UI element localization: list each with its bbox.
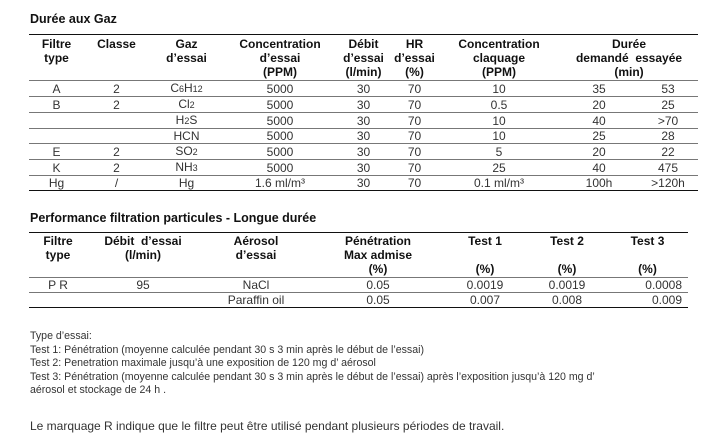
- cell-hr: 70: [391, 176, 438, 191]
- header-aerosol: Aérosol d’essai: [233, 234, 279, 262]
- cell-aerosol: NaCl: [199, 278, 313, 293]
- cell-hr: 70: [391, 97, 438, 113]
- cell-claq: 10: [438, 129, 560, 144]
- header-duree: Durée demandé essayée (min): [575, 37, 683, 79]
- header-penetration: Pénétration Max admise (%): [343, 234, 413, 276]
- cell-claq: 10: [438, 81, 560, 97]
- cell-classe: /: [84, 176, 149, 191]
- r-marking-note: Le marquage R indique que le filtre peut être utilisé pendant plusieurs périodes de travail.: [30, 419, 505, 433]
- header-test1: Test 1 (%): [468, 234, 502, 276]
- cell-gaz: HCN: [149, 129, 224, 144]
- cell-conc: 5000: [224, 160, 336, 176]
- particle-table-header: [29, 233, 688, 278]
- cell-filtre: Hg: [29, 176, 84, 191]
- cell-claq: 0.5: [438, 97, 560, 113]
- header-gaz: Gaz d’essai: [166, 37, 207, 65]
- gas-table-row: [29, 113, 698, 129]
- particle-table-row: [29, 293, 688, 308]
- cell-t2: 0.0019: [527, 278, 607, 293]
- cell-filtre: B: [29, 97, 84, 113]
- header-test3: Test 3 (%): [630, 234, 665, 276]
- cell-demande: 25: [560, 129, 638, 144]
- header-debit: Débit d’essai (l/min): [343, 37, 384, 79]
- header-concentration: Concentration d’essai (PPM): [239, 37, 321, 79]
- header-test2: Test 2 (%): [550, 234, 584, 276]
- particle-filtration-table: [29, 232, 688, 308]
- cell-essayee: >120h: [638, 176, 698, 191]
- header-filtre: Filtre type: [41, 37, 72, 65]
- cell-claq: 0.1 ml/m³: [438, 176, 560, 191]
- gas-table-row: [29, 97, 698, 113]
- cell-filtre: K: [29, 160, 84, 176]
- cell-filtre: [29, 129, 84, 144]
- cell-gaz: Hg: [149, 176, 224, 191]
- cell-essayee: >70: [638, 113, 698, 129]
- cell-essayee: 28: [638, 129, 698, 144]
- gas-table-header: [29, 35, 698, 81]
- particle-table-row: [29, 278, 688, 293]
- cell-t3: 0.009: [607, 293, 688, 308]
- cell-t1: 0.007: [443, 293, 527, 308]
- gas-duration-title: Durée aux Gaz: [30, 12, 117, 26]
- cell-conc: 5000: [224, 129, 336, 144]
- header-debit-2: Débit d’essai (l/min): [104, 234, 182, 262]
- cell-essayee: 53: [638, 81, 698, 97]
- cell-conc: 1.6 ml/m³: [224, 176, 336, 191]
- note-line: aérosol et stockage de 24 h .: [30, 384, 167, 397]
- cell-debit: 30: [336, 129, 391, 144]
- gas-table-row: [29, 176, 698, 191]
- cell-pen: 0.05: [313, 278, 443, 293]
- gas-duration-table: [29, 34, 698, 191]
- cell-classe: [84, 113, 149, 129]
- cell-conc: 5000: [224, 113, 336, 129]
- cell-classe: 2: [84, 144, 149, 160]
- cell-claq: 25: [438, 160, 560, 176]
- cell-debit: 30: [336, 113, 391, 129]
- cell-gaz: NH3: [149, 160, 224, 176]
- cell-classe: 2: [84, 81, 149, 97]
- cell-demande: 100h: [560, 176, 638, 191]
- cell-demande: 40: [560, 160, 638, 176]
- gas-table-row: [29, 81, 698, 97]
- header-hr: HR d’essai (%): [394, 37, 435, 79]
- cell-filtre: [29, 113, 84, 129]
- cell-gaz: H2S: [149, 113, 224, 129]
- cell-conc: 5000: [224, 144, 336, 160]
- cell-filtre: A: [29, 81, 84, 97]
- cell-gaz: Cl2: [149, 97, 224, 113]
- cell-filtre: [29, 293, 87, 308]
- gas-table-row: [29, 144, 698, 160]
- cell-classe: 2: [84, 97, 149, 113]
- cell-classe: 2: [84, 160, 149, 176]
- cell-pen: 0.05: [313, 293, 443, 308]
- cell-gaz: SO2: [149, 144, 224, 160]
- cell-claq: 5: [438, 144, 560, 160]
- header-filtre-2: Filtre type: [43, 234, 73, 262]
- cell-claq: 10: [438, 113, 560, 129]
- note-line: Test 2: Penetration maximale jusqu’à une exposition de 120 mg d’ aérosol: [30, 357, 376, 370]
- cell-debit: 30: [336, 144, 391, 160]
- cell-demande: 20: [560, 97, 638, 113]
- cell-hr: 70: [391, 144, 438, 160]
- cell-t3: 0.0008: [607, 278, 688, 293]
- cell-hr: 70: [391, 113, 438, 129]
- note-line: Test 3: Pénétration (moyenne calculée pendant 30 s 3 min après le début de l’essai) après l’exposition jusqu’à 120 mg d’: [30, 370, 595, 383]
- cell-essayee: 22: [638, 144, 698, 160]
- cell-debit: 30: [336, 97, 391, 113]
- cell-aerosol: Paraffin oil: [199, 293, 313, 308]
- cell-essayee: 25: [638, 97, 698, 113]
- note-line: Type d’essai:: [30, 330, 92, 342]
- cell-essayee: 475: [638, 160, 698, 176]
- cell-debit: 95: [87, 278, 199, 293]
- cell-hr: 70: [391, 81, 438, 97]
- header-classe: Classe: [97, 37, 136, 51]
- cell-t1: 0.0019: [443, 278, 527, 293]
- cell-filtre: E: [29, 144, 84, 160]
- cell-debit: 30: [336, 176, 391, 191]
- cell-demande: 40: [560, 113, 638, 129]
- cell-debit: 30: [336, 81, 391, 97]
- test-notes: [30, 330, 710, 398]
- cell-t2: 0.008: [527, 293, 607, 308]
- cell-classe: [84, 129, 149, 144]
- cell-conc: 5000: [224, 81, 336, 97]
- cell-demande: 20: [560, 144, 638, 160]
- cell-hr: 70: [391, 129, 438, 144]
- gas-table-row: [29, 160, 698, 176]
- header-claquage: Concentration claquage (PPM): [458, 37, 540, 79]
- cell-debit: 30: [336, 160, 391, 176]
- gas-table-row: [29, 129, 698, 144]
- cell-hr: 70: [391, 160, 438, 176]
- note-line: Test 1: Pénétration (moyenne calculée pendant 30 s 3 min après le début de l’essai): [30, 343, 424, 356]
- cell-gaz: C6H12: [149, 81, 224, 97]
- particle-filtration-title: Performance filtration particules - Longue durée: [30, 211, 317, 225]
- cell-filtre: P R: [29, 278, 87, 293]
- cell-conc: 5000: [224, 97, 336, 113]
- cell-debit: [87, 293, 199, 308]
- cell-demande: 35: [560, 81, 638, 97]
